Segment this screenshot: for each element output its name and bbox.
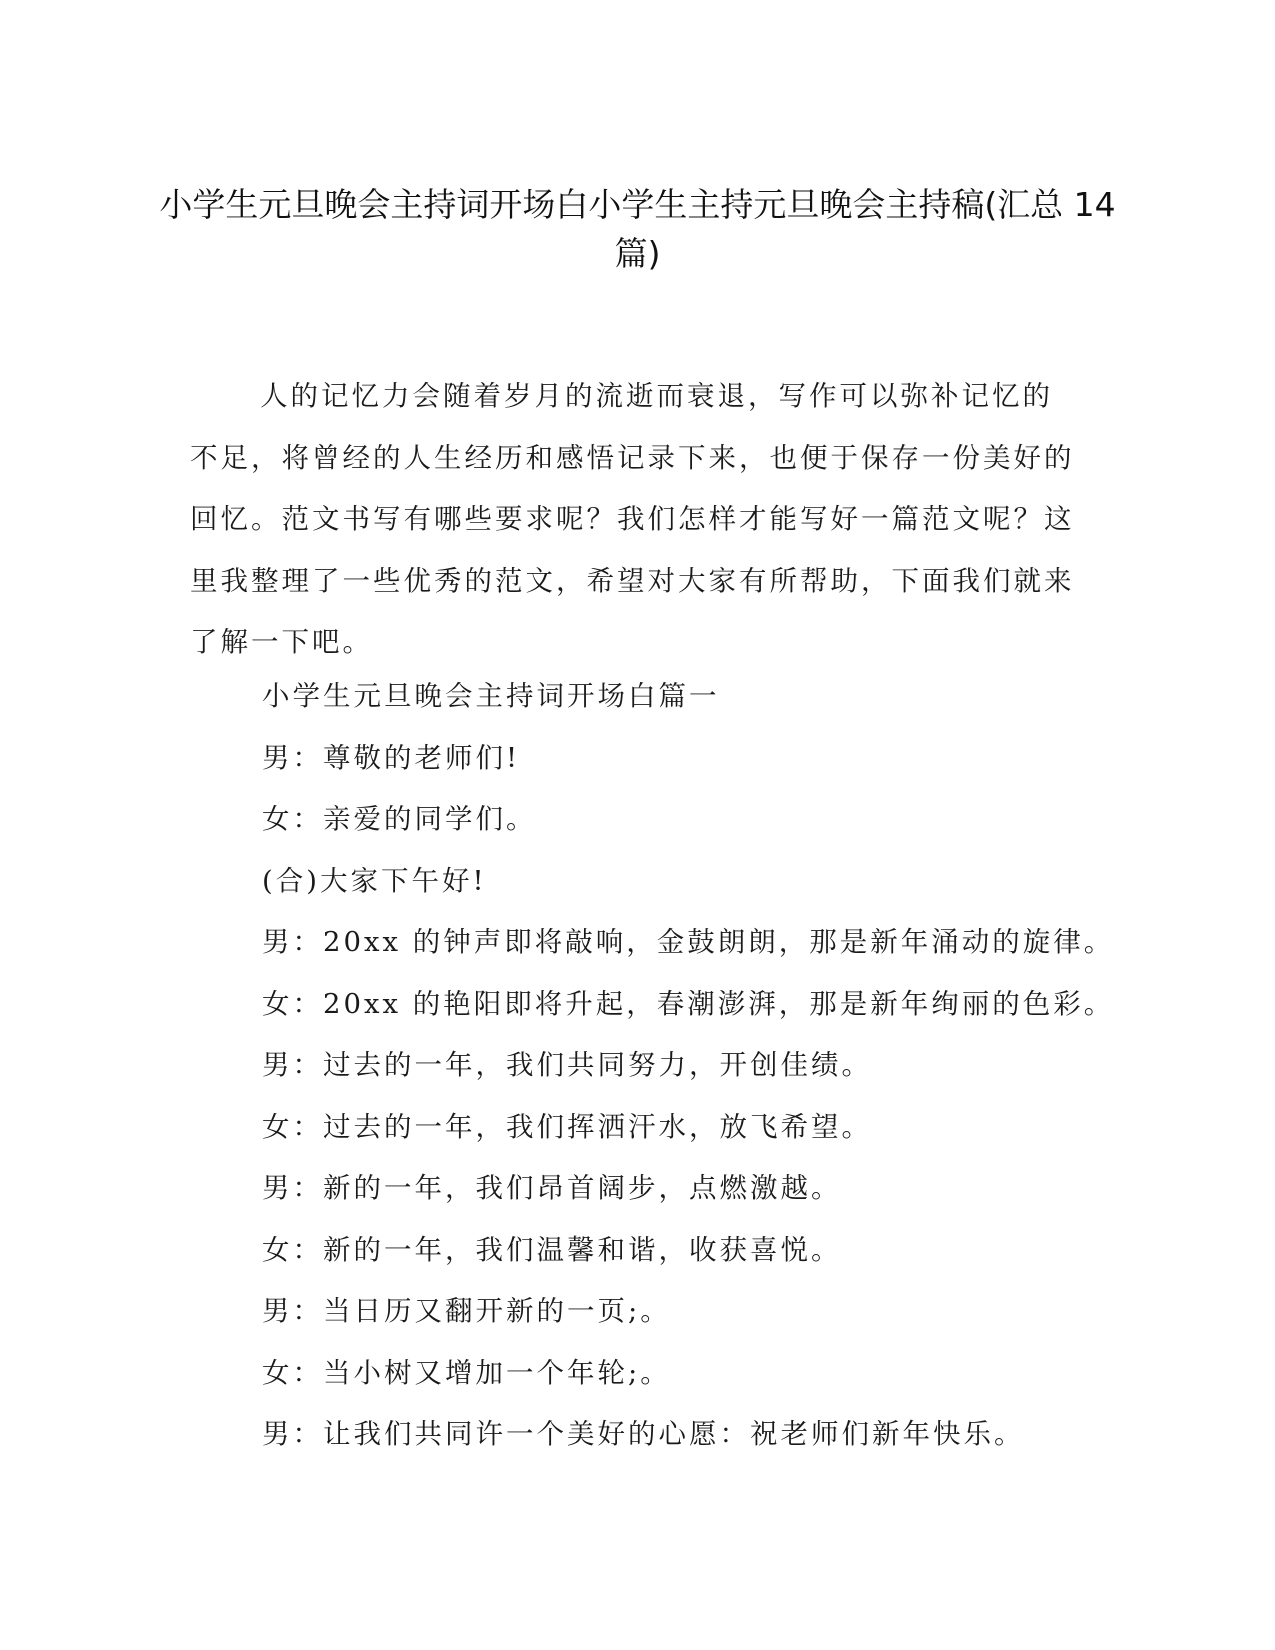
script-line: 男：过去的一年，我们共同努力，开创佳绩。 xyxy=(262,1049,872,1081)
script-line: 男：让我们共同许一个美好的心愿：祝老师们新年快乐。 xyxy=(262,1418,1025,1450)
script-line: 女：过去的一年，我们挥洒汗水，放飞希望。 xyxy=(262,1110,872,1143)
script-line: 女：20xx 的艳阳即将升起，春潮澎湃，那是新年绚丽的色彩。 xyxy=(262,987,1115,1020)
script-line: (合)大家下午好! xyxy=(262,864,487,897)
script-line: 女：亲爱的同学们。 xyxy=(262,803,537,835)
script-line: 女：当小树又增加一个年轮;。 xyxy=(262,1356,671,1389)
script-line: 男：20xx 的钟声即将敲响，金鼓朗朗，那是新年涌动的旋律。 xyxy=(262,926,1115,958)
script-lines xyxy=(262,666,1115,1466)
script-line: 男：当日历又翻开新的一页;。 xyxy=(262,1295,671,1327)
document-title: 小学生元旦晚会主持词开场白小学生主持元旦晚会主持稿(汇总 14 篇) xyxy=(159,185,1116,273)
section-heading: 小学生元旦晚会主持词开场白篇一 xyxy=(262,680,720,712)
intro-paragraph: 人的记忆力会随着岁月的流逝而衰退，写作可以弥补记忆的不足，将曾经的人生经历和感悟记录下来，也便于保存一份美好的回忆。范文书写有哪些要求呢？我们怎样才能写好一篇范文呢？这里我整理了一些优秀的范文，希望对大家有所帮助，下面我们就来了解一下吧。 xyxy=(190,380,1075,658)
script-line: 女：新的一年，我们温馨和谐，收获喜悦。 xyxy=(262,1233,842,1266)
script-line: 男：新的一年，我们昂首阔步，点燃激越。 xyxy=(262,1172,842,1204)
script-line: 男：尊敬的老师们! xyxy=(262,741,521,774)
